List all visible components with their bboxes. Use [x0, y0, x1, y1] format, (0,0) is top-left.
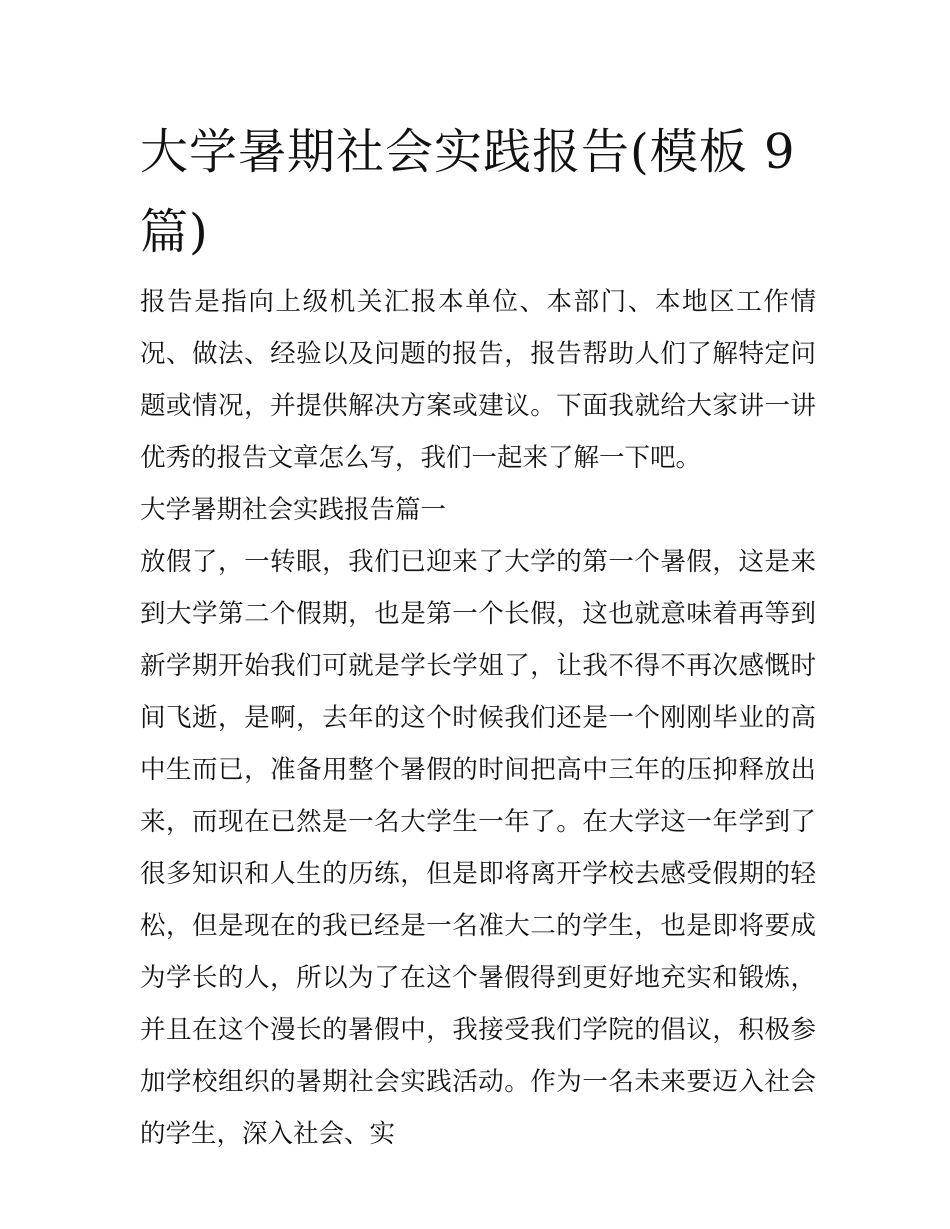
intro-paragraph: 报告是指向上级机关汇报本单位、本部门、本地区工作情况、做法、经验以及问题的报告，报告帮助人们了解特定问题或情况，并提供解决方案或建议。下面我就给大家讲一讲优秀的报告文章怎么写，我们一起来了解一下吧。 [140, 287, 816, 473]
section-heading: 大学暑期社会实践报告篇一 [140, 495, 447, 525]
document-body [140, 276, 816, 1160]
document-title: 大学暑期社会实践报告(模板 9 篇) [140, 124, 796, 260]
section-paragraph: 放假了，一转眼，我们已迎来了大学的第一个暑假，这是来到大学第二个假期，也是第一个长假，这也就意味着再等到新学期开始我们可就是学长学姐了，让我不得不再次感慨时间飞逝，是啊，去年的这个时候我们还是一个刚刚毕业的高中生而已，准备用整个暑假的时间把高中三年的压抑释放出来，而现在已然是一名大学生一年了。在大学这一年学到了很多知识和人生的历练，但是即将离开学校去感受假期的轻松，但是现在的我已经是一名准大二的学生，也是即将要成为学长的人，所以为了在这个暑假得到更好地充实和锻炼，并且在这个漫长的暑假中，我接受我们学院的倡议，积极参加学校组织的暑期社会实践活动。作为一名未来要迈入社会的学生，深入社会、实 [140, 547, 816, 1149]
